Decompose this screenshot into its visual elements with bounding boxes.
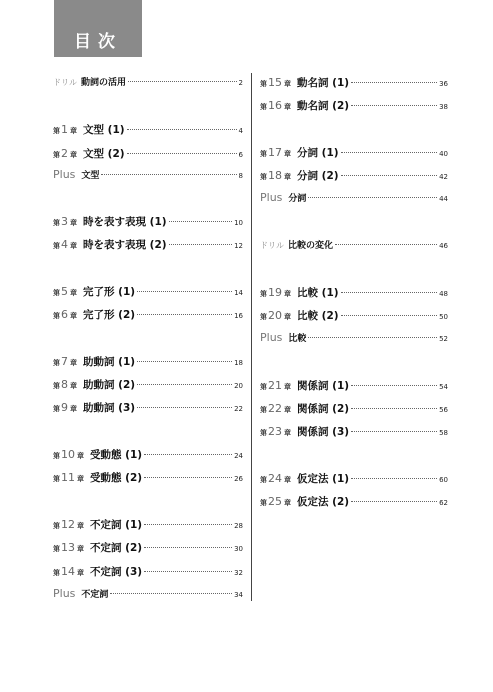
chapter-shou-label: 章 — [70, 359, 77, 367]
toc-entry[interactable] — [53, 540, 243, 554]
chapter-dai-label: 第 — [53, 382, 60, 390]
chapter-dai-label: 第 — [260, 499, 267, 507]
plus-label — [260, 331, 288, 344]
dot-leader — [341, 292, 438, 293]
chapter-shou-label: 章 — [70, 405, 77, 413]
entry-title: 関係詞 (2) — [297, 403, 350, 415]
chapter-shou-label: 章 — [284, 406, 291, 414]
dot-leader — [127, 153, 237, 154]
chapter-shou-label: 章 — [77, 545, 84, 553]
page-number: 12 — [234, 242, 243, 250]
toc-entry[interactable] — [53, 214, 243, 228]
toc-entry[interactable] — [53, 237, 243, 251]
chapter-shou-label: 章 — [284, 103, 291, 111]
entry-title: 文型 — [81, 171, 100, 181]
page-number: 56 — [439, 406, 448, 414]
toc-entry[interactable] — [260, 494, 448, 508]
dot-leader — [144, 524, 232, 525]
chapter-shou-label: 章 — [70, 219, 77, 227]
page-number: 42 — [439, 173, 448, 181]
entry-title: 分詞 (1) — [297, 147, 339, 159]
page-number: 6 — [238, 151, 243, 159]
chapter-num: 11 — [61, 471, 75, 484]
chapter-num: 23 — [268, 425, 282, 438]
chapter-num: 20 — [268, 309, 282, 322]
entry-title: 比較 (2) — [297, 310, 339, 322]
page-number: 8 — [238, 172, 243, 180]
chapter-shou-label: 章 — [70, 312, 77, 320]
page-number: 22 — [234, 405, 243, 413]
entry-title: 文型 (1) — [83, 124, 125, 136]
toc-entry[interactable] — [260, 401, 448, 415]
dot-leader — [110, 593, 232, 594]
page-number: 14 — [234, 289, 243, 297]
page-number: 36 — [439, 80, 448, 88]
chapter-num: 7 — [61, 355, 68, 368]
drill-prefix: ドリル — [260, 241, 284, 250]
toc-entry[interactable] — [53, 307, 243, 321]
plus-prefix: Plus — [260, 331, 283, 344]
chapter-number — [260, 169, 297, 182]
chapter-num: 9 — [61, 401, 68, 414]
toc-entry[interactable] — [53, 168, 243, 182]
entry-title: 動詞の活用 — [81, 78, 127, 88]
chapter-number — [53, 401, 83, 414]
chapter-number — [53, 215, 83, 228]
page-number: 20 — [234, 382, 243, 390]
entry-title: 不定詞 (3) — [90, 566, 143, 578]
page-number: 32 — [234, 569, 243, 577]
page-number: 24 — [234, 452, 243, 460]
dot-leader — [351, 385, 437, 386]
page-number: 2 — [238, 79, 243, 87]
entry-title: 完了形 (2) — [83, 309, 136, 321]
dot-leader — [341, 175, 438, 176]
chapter-dai-label: 第 — [53, 219, 60, 227]
chapter-number — [53, 448, 90, 461]
dot-leader — [144, 547, 232, 548]
entry-title: 不定詞 (2) — [90, 542, 143, 554]
chapter-number — [260, 146, 297, 159]
page-number: 48 — [439, 290, 448, 298]
entry-title: 助動詞 (2) — [83, 379, 136, 391]
toc-entry[interactable] — [260, 471, 448, 485]
chapter-shou-label: 章 — [77, 452, 84, 460]
dot-leader — [169, 221, 233, 222]
toc-entry[interactable] — [260, 285, 448, 299]
chapter-num: 1 — [61, 123, 68, 136]
entry-title: 動名詞 (1) — [297, 77, 350, 89]
chapter-dai-label: 第 — [260, 290, 267, 298]
page-number: 44 — [439, 195, 448, 203]
toc-entry[interactable] — [260, 98, 448, 112]
page-number: 50 — [439, 313, 448, 321]
chapter-shou-label: 章 — [77, 522, 84, 530]
entry-title: 関係詞 (3) — [297, 426, 350, 438]
toc-entry[interactable] — [260, 75, 448, 89]
chapter-number — [260, 402, 297, 415]
plus-label — [53, 168, 81, 181]
dot-leader — [144, 571, 232, 572]
chapter-num: 24 — [268, 472, 282, 485]
entry-title: 助動詞 (3) — [83, 402, 136, 414]
chapter-dai-label: 第 — [53, 242, 60, 250]
chapter-dai-label: 第 — [260, 429, 267, 437]
toc-entry[interactable] — [53, 354, 243, 368]
chapter-dai-label: 第 — [53, 522, 60, 530]
chapter-num: 15 — [268, 76, 282, 89]
chapter-shou-label: 章 — [284, 476, 291, 484]
page-number: 58 — [439, 429, 448, 437]
chapter-shou-label: 章 — [77, 569, 84, 577]
chapter-number — [260, 472, 297, 485]
entry-title: 比較 — [288, 334, 307, 344]
chapter-number — [260, 286, 297, 299]
toc-entry[interactable] — [260, 378, 448, 392]
toc-entry[interactable] — [53, 517, 243, 531]
entry-title: 受動態 (2) — [90, 472, 143, 484]
page-number: 10 — [234, 219, 243, 227]
entry-title: 時を表す表現 (1) — [83, 216, 167, 228]
toc-entry[interactable] — [53, 284, 243, 298]
column-divider — [251, 73, 252, 601]
dot-leader — [137, 314, 232, 315]
entry-title: 受動態 (1) — [90, 449, 143, 461]
entry-title: 動名詞 (2) — [297, 100, 350, 112]
page-number: 38 — [439, 103, 448, 111]
dot-leader — [137, 384, 232, 385]
dot-leader — [308, 337, 437, 338]
chapter-shou-label: 章 — [284, 429, 291, 437]
toc-entry[interactable] — [260, 424, 448, 438]
chapter-dai-label: 第 — [53, 289, 60, 297]
dot-leader — [128, 81, 237, 82]
chapter-dai-label: 第 — [53, 405, 60, 413]
chapter-number — [53, 285, 83, 298]
chapter-num: 13 — [61, 541, 75, 554]
page-number: 16 — [234, 312, 243, 320]
chapter-num: 5 — [61, 285, 68, 298]
chapter-shou-label: 章 — [284, 290, 291, 298]
entry-title: 分詞 — [288, 194, 307, 204]
chapter-num: 10 — [61, 448, 75, 461]
chapter-dai-label: 第 — [53, 359, 60, 367]
chapter-num: 25 — [268, 495, 282, 508]
dot-leader — [127, 129, 237, 130]
toc-header-box — [54, 0, 142, 57]
chapter-dai-label: 第 — [260, 406, 267, 414]
chapter-num: 3 — [61, 215, 68, 228]
chapter-number — [53, 565, 90, 578]
chapter-dai-label: 第 — [260, 173, 267, 181]
dot-leader — [351, 82, 437, 83]
toc-entry[interactable] — [260, 168, 448, 182]
dot-leader — [144, 477, 232, 478]
page-number: 60 — [439, 476, 448, 484]
toc-entry[interactable] — [53, 470, 243, 484]
chapter-dai-label: 第 — [260, 313, 267, 321]
page-number: 4 — [238, 127, 243, 135]
page-number: 26 — [234, 475, 243, 483]
page-number: 62 — [439, 499, 448, 507]
dot-leader — [137, 361, 232, 362]
chapter-shou-label: 章 — [70, 242, 77, 250]
chapter-num: 16 — [268, 99, 282, 112]
plus-prefix: Plus — [260, 191, 283, 204]
entry-title: 文型 (2) — [83, 148, 125, 160]
chapter-num: 22 — [268, 402, 282, 415]
toc-entry[interactable] — [53, 122, 243, 136]
page-number: 30 — [234, 545, 243, 553]
entry-title: 助動詞 (1) — [83, 356, 136, 368]
chapter-dai-label: 第 — [53, 545, 60, 553]
dot-leader — [335, 244, 437, 245]
drill-label — [260, 240, 288, 251]
toc-entry[interactable] — [53, 146, 243, 160]
entry-title: 比較 (1) — [297, 287, 339, 299]
page-number: 54 — [439, 383, 448, 391]
dot-leader — [351, 478, 437, 479]
entry-title: 不定詞 — [81, 590, 109, 600]
entry-title: 比較の変化 — [288, 241, 334, 251]
plus-label — [53, 587, 81, 600]
chapter-number — [260, 76, 297, 89]
chapter-num: 19 — [268, 286, 282, 299]
dot-leader — [341, 152, 438, 153]
chapter-num: 6 — [61, 308, 68, 321]
dot-leader — [169, 244, 233, 245]
plus-prefix: Plus — [53, 168, 76, 181]
entry-title: 時を表す表現 (2) — [83, 239, 167, 251]
chapter-shou-label: 章 — [70, 127, 77, 135]
toc-entry[interactable] — [53, 377, 243, 391]
page-number: 40 — [439, 150, 448, 158]
chapter-num: 14 — [61, 565, 75, 578]
dot-leader — [137, 291, 232, 292]
toc-entry[interactable] — [260, 331, 448, 345]
chapter-shou-label: 章 — [284, 383, 291, 391]
chapter-shou-label: 章 — [284, 80, 291, 88]
chapter-shou-label: 章 — [70, 382, 77, 390]
dot-leader — [351, 501, 437, 502]
dot-leader — [351, 408, 437, 409]
chapter-shou-label: 章 — [284, 313, 291, 321]
chapter-num: 4 — [61, 238, 68, 251]
chapter-dai-label: 第 — [53, 127, 60, 135]
chapter-num: 12 — [61, 518, 75, 531]
toc-entry[interactable] — [260, 308, 448, 322]
chapter-dai-label: 第 — [53, 475, 60, 483]
chapter-shou-label: 章 — [284, 173, 291, 181]
chapter-dai-label: 第 — [53, 452, 60, 460]
toc-entry[interactable] — [260, 191, 448, 205]
toc-entry[interactable] — [53, 400, 243, 414]
toc-entry[interactable] — [260, 145, 448, 159]
entry-title: 関係詞 (1) — [297, 380, 350, 392]
entry-title: 仮定法 (1) — [297, 473, 350, 485]
chapter-dai-label: 第 — [260, 150, 267, 158]
chapter-num: 17 — [268, 146, 282, 159]
chapter-num: 21 — [268, 379, 282, 392]
page-number: 18 — [234, 359, 243, 367]
chapter-dai-label: 第 — [260, 383, 267, 391]
toc-entry[interactable] — [53, 447, 243, 461]
chapter-number — [53, 541, 90, 554]
dot-leader — [308, 197, 437, 198]
chapter-number — [53, 518, 90, 531]
chapter-number — [53, 147, 83, 160]
toc-entry[interactable] — [53, 564, 243, 578]
drill-prefix: ドリル — [53, 78, 77, 87]
toc-entry[interactable] — [53, 75, 243, 89]
plus-label — [260, 191, 288, 204]
chapter-number — [53, 378, 83, 391]
entry-title: 仮定法 (2) — [297, 496, 350, 508]
chapter-num: 2 — [61, 147, 68, 160]
chapter-dai-label: 第 — [53, 312, 60, 320]
chapter-number — [53, 355, 83, 368]
chapter-num: 18 — [268, 169, 282, 182]
chapter-shou-label: 章 — [77, 475, 84, 483]
chapter-shou-label: 章 — [70, 289, 77, 297]
page-number: 28 — [234, 522, 243, 530]
plus-prefix: Plus — [53, 587, 76, 600]
chapter-shou-label: 章 — [284, 499, 291, 507]
toc-entry[interactable] — [53, 587, 243, 601]
chapter-dai-label: 第 — [260, 103, 267, 111]
chapter-number — [260, 379, 297, 392]
entry-title: 完了形 (1) — [83, 286, 136, 298]
entry-title: 分詞 (2) — [297, 170, 339, 182]
toc-entry[interactable] — [260, 238, 448, 252]
page-number: 52 — [439, 335, 448, 343]
dot-leader — [101, 174, 236, 175]
chapter-dai-label: 第 — [53, 569, 60, 577]
page-number: 34 — [234, 591, 243, 599]
page-title: 目次 — [74, 32, 122, 52]
dot-leader — [137, 407, 232, 408]
chapter-number — [53, 308, 83, 321]
chapter-dai-label: 第 — [260, 80, 267, 88]
dot-leader — [144, 454, 232, 455]
chapter-num: 8 — [61, 378, 68, 391]
chapter-dai-label: 第 — [53, 151, 60, 159]
dot-leader — [341, 315, 438, 316]
dot-leader — [351, 105, 437, 106]
chapter-shou-label: 章 — [70, 151, 77, 159]
chapter-number — [53, 123, 83, 136]
chapter-number — [260, 425, 297, 438]
dot-leader — [351, 431, 437, 432]
chapter-number — [53, 471, 90, 484]
page-number: 46 — [439, 242, 448, 250]
chapter-number — [260, 99, 297, 112]
entry-title: 不定詞 (1) — [90, 519, 143, 531]
drill-label — [53, 77, 81, 88]
chapter-number — [260, 309, 297, 322]
chapter-number — [53, 238, 83, 251]
chapter-dai-label: 第 — [260, 476, 267, 484]
chapter-number — [260, 495, 297, 508]
chapter-shou-label: 章 — [284, 150, 291, 158]
